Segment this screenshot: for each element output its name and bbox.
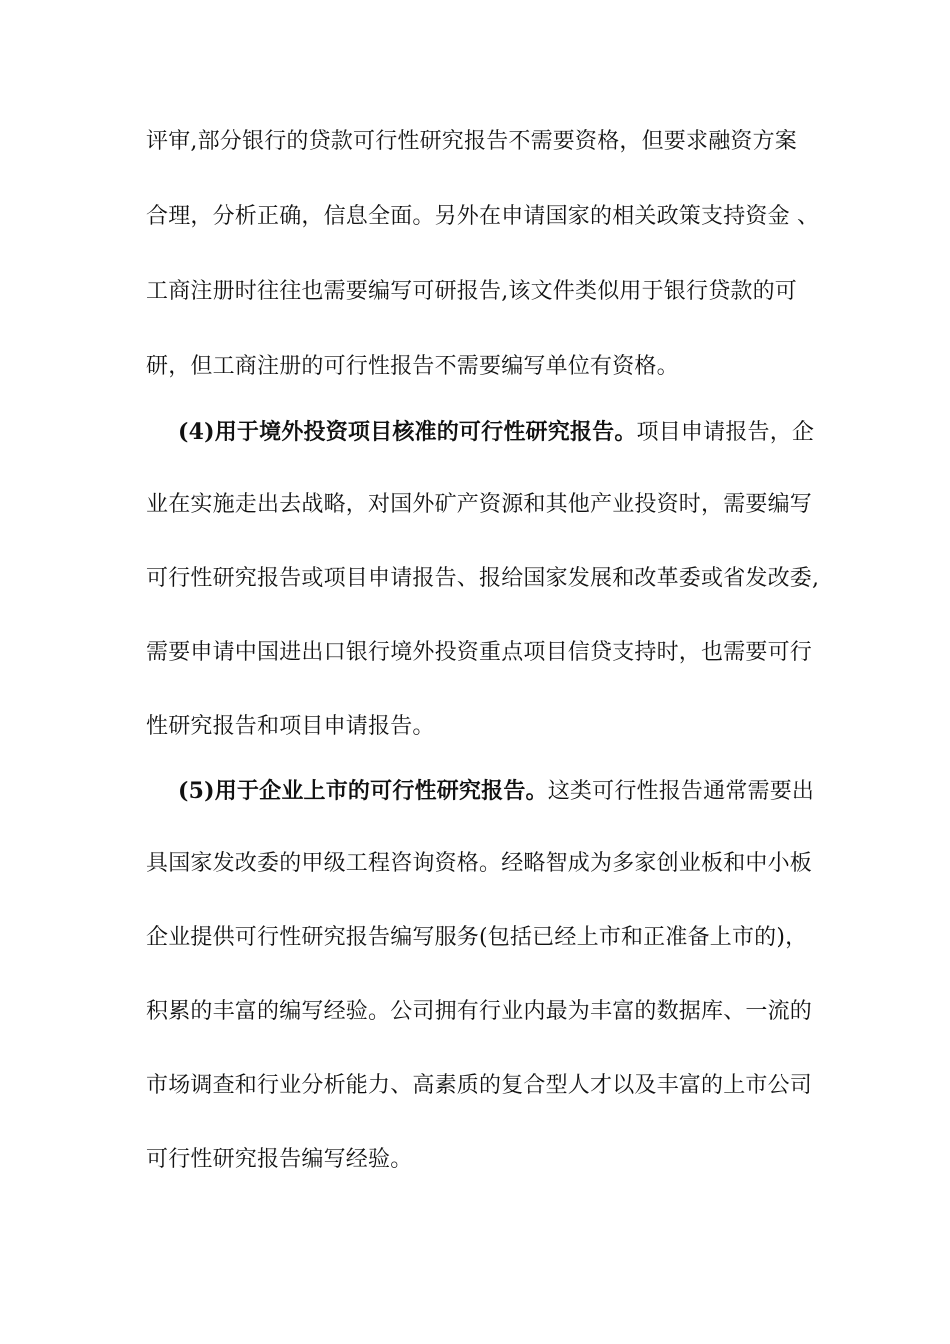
paragraph-3-line-2: 具国家发改委的甲级工程咨询资格。经略智成为多家创业板和中小板: [146, 851, 813, 876]
paragraph-3-text: 这类可行性报告通常需要出: [547, 779, 815, 804]
paragraph-3-line-6: 可行性研究报告编写经验。: [146, 1147, 413, 1172]
paragraph-2-heading: (4)用于境外投资项目核准的可行性研究报告。: [178, 419, 637, 445]
paragraph-2-line-1: [178, 418, 858, 447]
paragraph-3-line-3: 企业提供可行性研究报告编写服务(包括已经上市和正准备上市的)，: [146, 925, 808, 950]
paragraph-3-heading: (5)用于企业上市的可行性研究报告。: [178, 778, 548, 804]
paragraph-2-line-3: 可行性研究报告或项目申请报告、报给国家发展和改革委或省发改委,: [146, 566, 820, 591]
paragraph-2-line-2: 业在实施走出去战略，对国外矿产资源和其他产业投资时，需要编写: [146, 492, 813, 517]
paragraph-3-line-5: 市场调查和行业分析能力、高素质的复合型人才以及丰富的上市公司: [146, 1073, 813, 1098]
paragraph-2-line-4: 需要申请中国进出口银行境外投资重点项目信贷支持时，也需要可行: [146, 640, 813, 665]
paragraph-2-line-5: 性研究报告和项目申请报告。: [146, 714, 435, 739]
paragraph-3-line-1: [178, 777, 858, 806]
paragraph-1-line-3: 工商注册时往往也需要编写可研报告,该文件类似用于银行贷款的可: [146, 279, 797, 304]
paragraph-3-line-4: 积累的丰富的编写经验。公司拥有行业内最为丰富的数据库、一流的: [146, 999, 813, 1024]
paragraph-1-line-1: 评审,部分银行的贷款可行性研究报告不需要资格，但要求融资方案: [146, 129, 797, 154]
paragraph-1-line-4: 研，但工商注册的可行性报告不需要编写单位有资格。: [146, 354, 679, 379]
paragraph-1-line-2: 合理，分析正确，信息全面。另外在申请国家的相关政策支持资金 、: [146, 204, 820, 229]
paragraph-2-text: 项目申请报告，企: [636, 420, 815, 445]
